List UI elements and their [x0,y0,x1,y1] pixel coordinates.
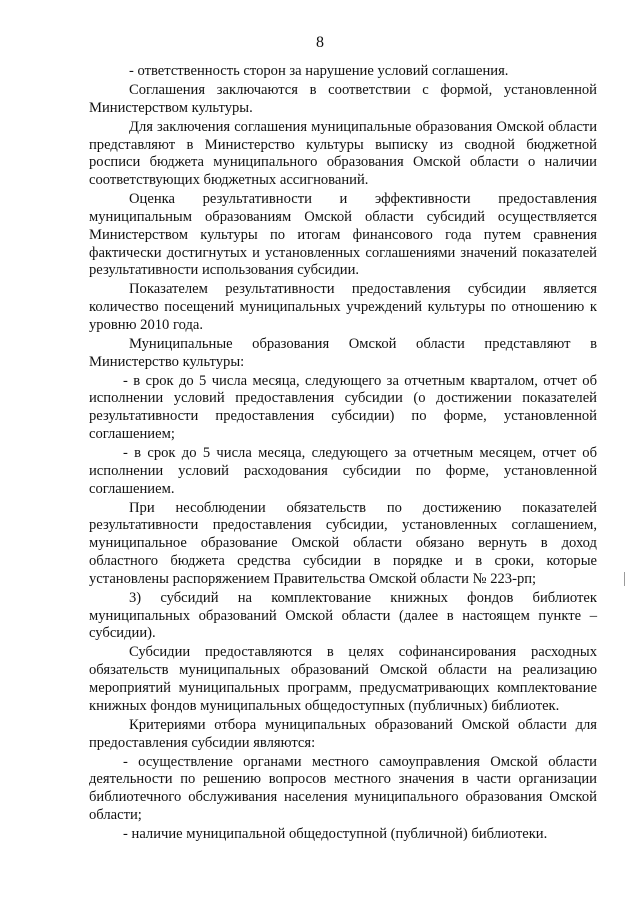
paragraph-responsibility: - ответственность сторон за нарушение условий соглашения. [129,63,509,79]
paragraph-performance-indicator: Показателем результативности предоставления субсидии является количество посещений муниципальных учреждений культуры по отношению к уровню 2010 года. [89,281,597,333]
paragraph-criterion-public-library: - наличие муниципальной общедоступной (публичной) библиотеки. [123,825,548,842]
paragraph-quarterly-report: - в срок до 5 числа месяца, следующего за отчетным кварталом, отчет об исполнении условий предоставления субсидии (о достижении показателей результативности предоставления субсидии) по форме, установленной соглашением; [89,372,597,443]
margin-mark [624,572,629,586]
paragraph-monthly-report: - в срок до 5 числа месяца, следующего за отчетным месяцем, отчет об исполнении условий расходования субсидии по форме, установленной соглашением. [89,445,597,497]
paragraph-agreement-form: Соглашения заключаются в соответствии с формой, установленной Министерством культуры. [89,81,597,116]
page-number: 8 [316,34,324,51]
paragraph-library-subsidies: 3) субсидий на комплектование книжных фондов библиотек муниципальных образований Омской области (далее в настоящем пункте – субсидии). [89,589,597,642]
paragraph-noncompliance: При несоблюдении обязательств по достижению показателей результативности предоставления субсидии, установленных соглашением, муниципальное образование Омской области обязано вернуть в доход областного бюджета средства субсидии в порядке и в сроки, которые установлены распоряжением Правительства Омской области № 223-рп; [89,499,597,587]
document-body [89,63,597,845]
paragraph-reporting-intro: Муниципальные образования Омской области представляют в Министерство культуры: [89,335,597,370]
paragraph-effectiveness-evaluation: Оценка результативности и эффективности предоставления муниципальным образованиям Омской области субсидий осуществляется Министерством культуры по итогам финансового года путем сравнения фактически достигнутых и установленных соглашениями значений показателей результативности использования субсидии. [89,191,597,279]
paragraph-criterion-local-government: - осуществление органами местного самоуправления Омской области деятельности по решению вопросов местного значения в части организации библиотечного обслуживания населения муниципального образования Омской области; [89,753,597,823]
paragraph-selection-criteria: Критериями отбора муниципальных образований Омской области для предоставления субсидии являются: [89,716,597,751]
paragraph-subsidy-purpose: Субсидии предоставляются в целях софинансирования расходных обязательств муниципальных образований Омской области на реализацию мероприятий муниципальных программ, предусматривающих комплектование книжных фондов муниципальных общедоступных (публичных) библиотек. [89,644,597,714]
paragraph-budget-extract: Для заключения соглашения муниципальные образования Омской области представляют в Министерство культуры выписку из сводной бюджетной росписи бюджета муниципального образования Омской области о наличии соответствующих бюджетных ассигнований. [89,118,597,189]
